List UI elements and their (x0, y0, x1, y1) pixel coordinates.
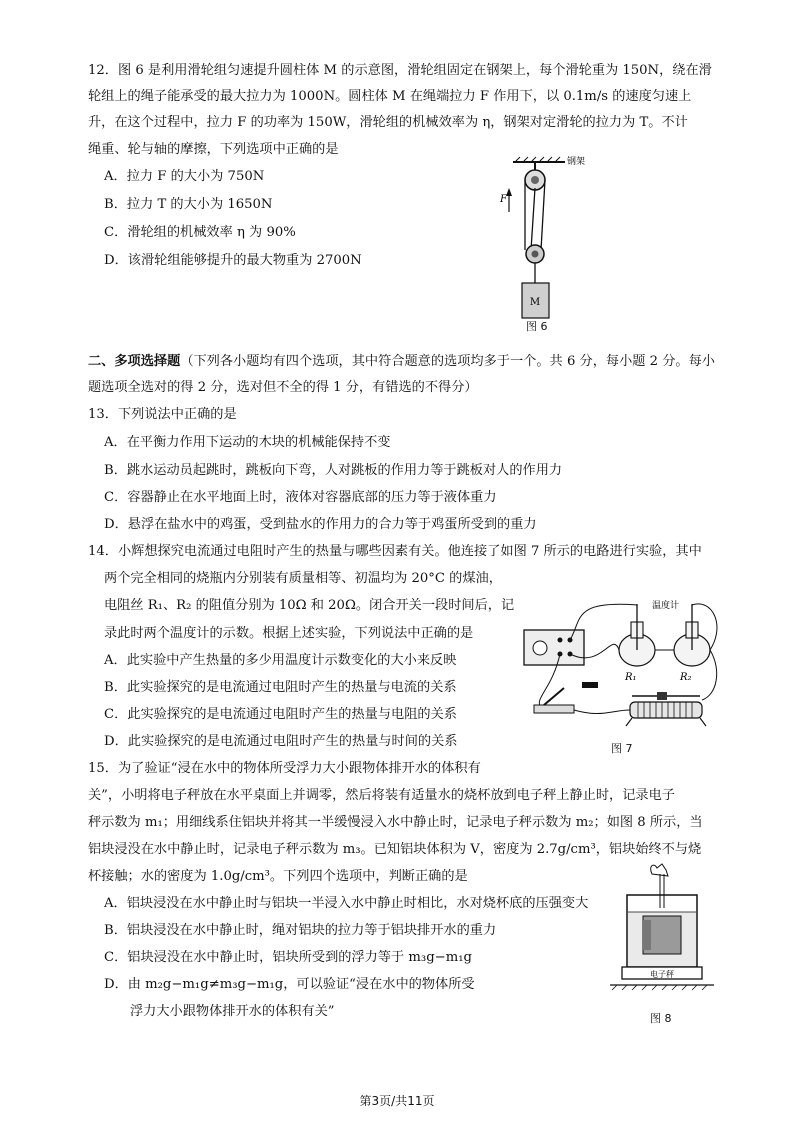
q12-option-a: A．拉力 F 的大小为 750N (104, 169, 265, 184)
q15-option-d-line-2: 浮力大小跟物体排开水的体积有关” (130, 1004, 335, 1019)
q12-option-b: B．拉力 T 的大小为 1650N (104, 197, 273, 212)
q15-stem-line-1: 15．为了验证“浸在水中的物体所受浮力大小跟物体排开水的体积有 (88, 761, 481, 776)
q13-option-a: A．在平衡力作用下运动的木块的机械能保持不变 (104, 435, 391, 450)
q15-option-a: A．铝块浸没在水中静止时与铝块一半浸入水中静止时相比，水对烧杯底的压强变大 (104, 896, 589, 911)
section-2-title: 二、多项选择题 (88, 354, 181, 369)
q15-option-d-line-1: D．由 m₂g−m₁g≠m₃g−m₁g，可以验证“浸在水中的物体所受 (104, 977, 475, 992)
q14-stem-line-1: 14．小辉想探究电流通过电阻时产生的热量与哪些因素有关。他连接了如图 7 所示的电路进行实验，其中 (88, 544, 702, 559)
figure-8-caption: 图 8 (650, 1012, 672, 1025)
q13-stem: 13．下列说法中正确的是 (88, 407, 237, 422)
figure-7-circuit (512, 600, 727, 735)
figure-7-caption: 图 7 (611, 742, 633, 755)
q14-stem-line-3: 电阻丝 R₁、R₂ 的阻值分别为 10Ω 和 20Ω。闭合开关一段时间后，记 (104, 598, 515, 613)
figure-6-caption: 图 6 (526, 320, 548, 333)
figure-8-scale-label: 电子秤 (650, 970, 674, 979)
q15-stem-line-4: 铝块浸没在水中静止时，记录电子秤示数为 m₃。已知铝块体积为 V，密度为 2.7g/cm³，铝块始终不与烧 (88, 842, 702, 857)
q14-option-b: B．此实验探究的是电流通过电阻时产生的热量与电流的关系 (104, 680, 457, 695)
section-2-desc-1: （下列各小题均有四个选项，其中符合题意的选项均多于一个。共 6 分，每小题 2 分。每小 (180, 354, 715, 369)
page-footer: 第3页/共11页 (359, 1094, 435, 1108)
figure-6-force-label: F (500, 194, 507, 205)
q13-option-b: B．跳水运动员起跳时，跳板向下弯，人对跳板的作用力等于跳板对人的作用力 (104, 463, 563, 478)
figure-8-beaker-scale (602, 860, 722, 1000)
q12-stem-line-3: 升，在这个过程中，拉力 F 的功率为 150W，滑轮组的机械效率为 η，钢架对定滑轮的拉力为 T。不计 (88, 115, 688, 130)
q15-stem-line-2: 关”，小明将电子秤放在水平桌面上并调零，然后将装有适量水的烧杯放到电子秤上静止时，记录电子 (88, 788, 675, 803)
q14-option-a: A．此实验中产生热量的多少用温度计示数变化的大小来反映 (104, 653, 457, 668)
q14-stem-line-4: 录此时两个温度计的示数。根据上述实验，下列说法中正确的是 (104, 626, 474, 641)
figure-6-frame-label: 钢架 (567, 157, 586, 167)
figure-6-mass-label: M (529, 297, 541, 308)
q14-option-d: D．此实验探究的是电流通过电阻时产生的热量与时间的关系 (104, 734, 458, 749)
figure-6-pulley (495, 150, 605, 325)
q12-stem-line-4: 绳重、轮与轴的摩擦，下列选项中正确的是 (88, 142, 339, 157)
section-2-desc-2: 题选项全选对的得 2 分，选对但不全的得 1 分，有错选的不得分） (88, 380, 478, 395)
q15-stem-line-3: 秤示数为 m₁；用细线系住铝块并将其一半缓慢浸入水中静止时，记录电子秤示数为 m₂；如图 8 所示，当 (88, 815, 703, 830)
q13-option-c: C．容器静止在水平地面上时，液体对容器底部的压力等于液体重力 (104, 490, 497, 505)
q15-option-b: B．铝块浸没在水中静止时，绳对铝块的拉力等于铝块排开水的重力 (104, 923, 497, 938)
q14-option-c: C．此实验探究的是电流通过电阻时产生的热量与电阻的关系 (104, 707, 457, 722)
figure-7-r2-label: R₂ (680, 672, 692, 683)
q15-option-c: C．铝块浸没在水中静止时，铝块所受到的浮力等于 m₃g−m₁g (104, 950, 472, 965)
figure-7-thermometer-label: 温度计 (652, 601, 680, 611)
q15-stem-line-5: 杯接触；水的密度为 1.0g/cm³。下列四个选项中，判断正确的是 (88, 869, 468, 884)
q12-stem-line-1: 12．图 6 是利用滑轮组匀速提升圆柱体 M 的示意图，滑轮组固定在钢架上，每个滑轮重为 150N，绕在滑 (88, 63, 712, 78)
q12-option-c: C．滑轮组的机械效率 η 为 90% (104, 225, 296, 240)
q12-option-d: D．该滑轮组能够提升的最大物重为 2700N (104, 253, 362, 268)
figure-7-r1-label: R₁ (625, 672, 637, 683)
q14-stem-line-2: 两个完全相同的烧瓶内分别装有质量相等、初温均为 20°C 的煤油， (104, 571, 502, 586)
q13-option-d: D．悬浮在盐水中的鸡蛋，受到盐水的作用力的合力等于鸡蛋所受到的重力 (104, 517, 537, 532)
section-2-header (88, 353, 715, 371)
q12-stem-line-2: 轮组上的绳子能承受的最大拉力为 1000N。圆柱体 M 在绳端拉力 F 作用下，以 0.1m/s 的速度匀速上 (88, 89, 692, 104)
